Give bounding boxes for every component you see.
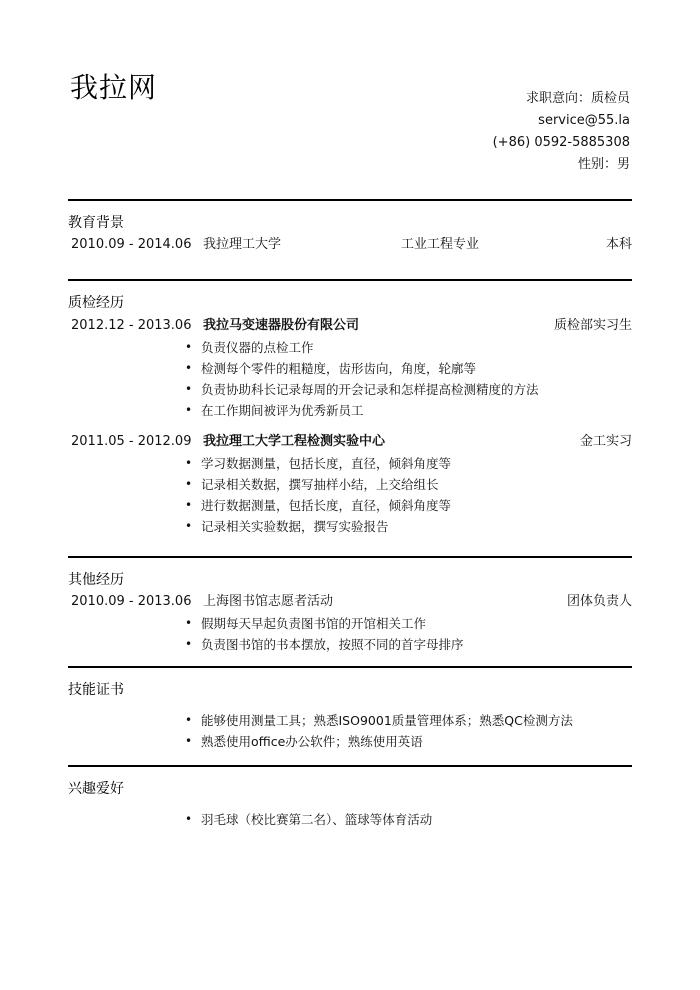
phone: (+86) 0592-5885308 (492, 135, 630, 150)
section-divider (68, 199, 632, 201)
section-title: 技能证书 (68, 682, 124, 698)
entry-date: 2012.12 - 2013.06 (71, 318, 192, 333)
job-role: 质检部实习生 (553, 318, 632, 333)
hobbies-section (68, 765, 632, 830)
education-row (71, 234, 632, 256)
section-divider (68, 279, 632, 281)
company-name: 我拉理工大学工程检测实验中心 (203, 434, 386, 449)
email: service@55.la (538, 113, 630, 128)
list-item: • 进行数据测量，包括长度，直径，倾斜角度等 (185, 495, 632, 516)
job-intention: 求职意向：质检员 (525, 91, 630, 106)
list-item: • 负责图书馆的书本摆放，按照不同的首字母排序 (185, 634, 632, 655)
list-item: • 负责仪器的点检工作 (185, 337, 632, 358)
bullet-list (185, 453, 632, 537)
other-experience-section (68, 556, 632, 655)
contact-block (493, 88, 630, 176)
section-title: 质检经历 (68, 295, 124, 311)
entry-date: 2010.09 - 2014.06 (71, 237, 192, 252)
skills-section (68, 666, 632, 752)
education-section (68, 199, 632, 256)
list-item: • 熟悉使用office办公软件；熟练使用英语 (185, 731, 632, 752)
list-item: • 检测每个零件的粗糙度，齿形齿向，角度，轮廓等 (185, 358, 632, 379)
bullet-list (185, 613, 632, 655)
job-role: 金工实习 (579, 434, 632, 449)
list-item: • 记录相关实验数据，撰写实验报告 (185, 516, 632, 537)
list-item: • 能够使用测量工具；熟悉ISO9001质量管理体系；熟悉QC检测方法 (185, 710, 632, 731)
section-title: 兴趣爱好 (68, 781, 124, 797)
section-divider (68, 666, 632, 668)
bullet-list (185, 809, 632, 830)
experience-row (71, 315, 632, 337)
section-title: 教育背景 (68, 215, 124, 231)
section-divider (68, 765, 632, 767)
activity-name: 上海图书馆志愿者活动 (203, 594, 334, 609)
school-name: 我拉理工大学 (203, 237, 282, 252)
section-divider (68, 556, 632, 558)
major: 工业工程专业 (401, 237, 480, 252)
applicant-name: 我拉网 (70, 71, 158, 104)
entry-date: 2011.05 - 2012.09 (71, 434, 192, 449)
degree: 本科 (605, 237, 632, 252)
list-item: • 记录相关数据，撰写抽样小结，上交给组长 (185, 474, 632, 495)
company-name: 我拉马变速器股份有限公司 (203, 318, 360, 333)
list-item: • 学习数据测量，包括长度，直径，倾斜角度等 (185, 453, 632, 474)
experience-row (71, 591, 632, 613)
list-item: • 假期每天早起负责图书馆的开馆相关工作 (185, 613, 632, 634)
gender: 性别：男 (577, 157, 630, 172)
list-item: • 羽毛球（校比赛第二名）、篮球等体育活动 (185, 809, 632, 830)
entry-date: 2010.09 - 2013.06 (71, 594, 192, 609)
qc-experience-section (68, 279, 632, 537)
list-item: • 在工作期间被评为优秀新员工 (185, 400, 632, 421)
activity-role: 团体负责人 (566, 594, 632, 609)
experience-row (71, 431, 632, 453)
section-title: 其他经历 (68, 572, 124, 588)
bullet-list (185, 710, 632, 752)
list-item: • 负责协助科长记录每周的开会记录和怎样提高检测精度的方法 (185, 379, 632, 400)
bullet-list (185, 337, 632, 421)
